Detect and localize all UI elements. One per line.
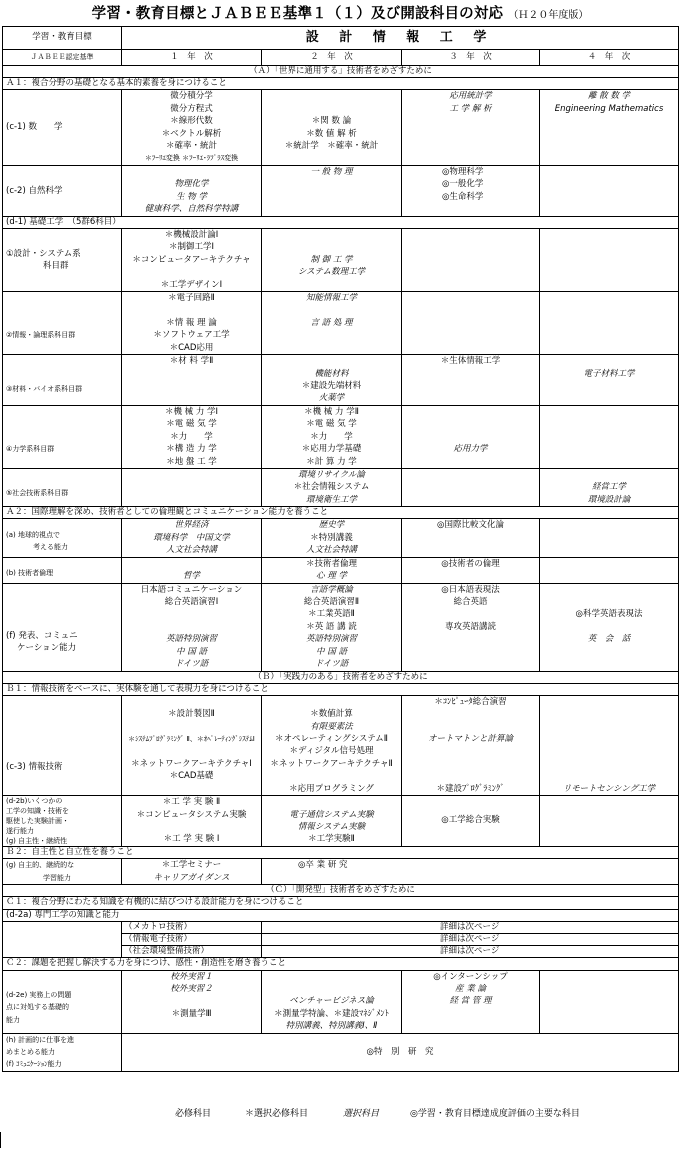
d2b-year1: ＊工 学 実 験 Ⅱ ＊コンピュータシステム実験 ＊工 学 実 験 Ⅰ	[122, 796, 262, 847]
a-year4	[540, 519, 679, 557]
c2-year2: 一 般 物 理	[262, 165, 402, 216]
row-h	[3, 1033, 679, 1071]
label-group4: ④力学系科目群	[3, 405, 122, 468]
label-d2b: (d-2b)いくつかの 工学の知識・技術を 駆使した実験計画・ 遂行能力 (g) 自主性・継続性	[3, 796, 122, 847]
label-c2: (c-2) 自然科学	[3, 165, 122, 216]
f-year1: 日本語コミュニケーション 総合英語演習Ⅰ 英語特別演習 中 国 語 ドイツ語	[122, 583, 262, 671]
g2-year3	[402, 291, 540, 354]
row-group3	[3, 354, 679, 405]
row-c1	[3, 90, 679, 165]
header-dept: 設 計 情 報 工 学	[122, 27, 679, 50]
g1-year4	[540, 228, 679, 291]
row-c2	[3, 165, 679, 216]
g2-year4	[540, 291, 679, 354]
d2a-label-spacer	[3, 921, 122, 958]
label-group2: ②情報・論理系科目群	[3, 291, 122, 354]
g4-year4	[540, 405, 679, 468]
g1-year2: 制 御 工 学 システム数理工学	[262, 228, 402, 291]
g3-year2: 機能材料 ＊建設先端材料 火薬学	[262, 354, 402, 405]
c1-year4: 離 散 数 学 Engineering Mathematics	[540, 90, 679, 165]
title-sub: （Ｈ２０年度版）	[508, 10, 589, 21]
c1-year3: 応用統計学 工 学 解 析	[402, 90, 540, 165]
g5-year1	[122, 468, 262, 506]
label-g: (g) 自主的、継続的な 学習能力	[3, 859, 122, 885]
g2-year1: ＊電子回路Ⅱ ＊情 報 理 論 ＊ソフトウェア工学 ＊CAD応用	[122, 291, 262, 354]
row-d2a-1	[3, 921, 679, 933]
goal-a2: Ａ２：国際理解を深め、技術者としての倫理観とコミュニケーション能力を養うこと	[3, 507, 679, 519]
d1-heading: (d-1) 基礎工学 （5群6科目）	[3, 216, 679, 228]
row-group4	[3, 405, 679, 468]
c3-year3: ＊ｺﾝﾋﾟｭｰﾀ総合演習 オートマトンと計算論 ＊建設ﾌﾟﾛｸﾞﾗﾐﾝｸﾞ	[402, 695, 540, 795]
row-b	[3, 557, 679, 583]
goal-b2: Ｂ２：自主性と自立性を養うこと	[3, 847, 679, 859]
a-year3: ◎国際比較文化論	[402, 519, 540, 557]
header-year4: ４ 年 次	[540, 50, 679, 66]
g5-year3	[402, 468, 540, 506]
d2a-name-3: （社会環境整備技術）	[122, 946, 262, 958]
b-year4	[540, 557, 679, 583]
d2e-year2: ベンチャービジネス論 ＊測量学特論、＊建設ﾏﾈｼﾞﾒﾝﾄ 特別講義、特別講義Ⅰ、Ⅱ	[262, 970, 402, 1033]
g4-year1: ＊機 械 力 学Ⅰ ＊電 磁 気 学 ＊力 学 ＊構 造 力 学 ＊地 盤 工 学	[122, 405, 262, 468]
g1-year1: ＊機械設計論Ⅰ ＊制御工学Ⅰ ＊コンピュータアーキテクチャ ＊工学デザインⅠ	[122, 228, 262, 291]
d2a-note-3: 詳細は次ページ	[262, 946, 679, 958]
f-year3: ◎日本語表現法 総合英語 専攻英語講読	[402, 583, 540, 671]
legend-main: ◎学習・教育目標達成度評価の主要な科目	[410, 1109, 580, 1119]
label-c1: (c-1) 数 学	[3, 90, 122, 165]
label-group3: ③材料・バイオ系科目群	[3, 354, 122, 405]
f-year2: 言語学概論 総合英語演習Ⅱ ＊工業英語Ⅱ ＊英 語 講 読 英語特別演習 中 国 語 ドイツ語	[262, 583, 402, 671]
c1-year1: 微分積分学 微分方程式 ＊線形代数 ＊ベクトル解析 ＊確率・統計 ＊ﾌｰﾘｴ変換 ＊ﾌｰﾘｴ･ﾗﾌﾟﾗｽ変換	[122, 90, 262, 165]
row-group2	[3, 291, 679, 354]
d2a-heading: (d-2a) 専門工学の知識と能力	[3, 909, 679, 921]
header-jabee: ＪＡＢＥＥ認定基準	[3, 50, 122, 66]
section-c-heading: （Ｃ）「開発型」技術者をめざすために	[3, 885, 679, 897]
label-h: (h) 計画的に仕事を進 めまとめる能力 (f) ｺﾐｭﾆｹｰｼｮﾝ能力	[3, 1033, 122, 1071]
g3-year4: 電子材料工学	[540, 354, 679, 405]
d2a-note-1: 詳細は次ページ	[262, 921, 679, 933]
row-c3	[3, 695, 679, 795]
row-f	[3, 583, 679, 671]
legend-required: 必修科目	[175, 1109, 212, 1119]
goal-a1: Ａ１：複合分野の基礎となる基本的素養を身につけること	[3, 78, 679, 90]
section-b-heading: （Ｂ）「実践力のある」技術者をめざすために	[3, 671, 679, 683]
d2e-year3: ◎インターンシップ 産 業 論 経 営 管 理	[402, 970, 540, 1033]
label-d2e: (d-2e) 実務上の問題 点に対処する基礎的 能力	[3, 970, 122, 1033]
d2a-note-2: 詳細は次ページ	[262, 934, 679, 946]
g3-year3: ＊生体情報工学	[402, 354, 540, 405]
header-row-2	[3, 50, 679, 66]
g-year1: ＊工学セミナー キャリアガイダンス	[122, 859, 262, 885]
f-year4: ◎科学英語表現法 英 会 話	[540, 583, 679, 671]
row-d2e	[3, 970, 679, 1033]
header-goals: 学習・教育目標	[3, 27, 122, 50]
d2e-year4	[540, 970, 679, 1033]
b-year1: 哲学	[122, 557, 262, 583]
label-group1: ①設計・システム系 科目群	[3, 228, 122, 291]
header-year1: １ 年 次	[122, 50, 262, 66]
c2-year1: 物理化学 生 物 学 健康科学、自然科学特講	[122, 165, 262, 216]
goal-c2: Ｃ２：課題を把握し解決する力を身につけ、感性・創造性を磨き養うこと	[3, 958, 679, 970]
header-year2: ２ 年 次	[262, 50, 402, 66]
row-g	[3, 859, 679, 885]
c1-year2: ＊関 数 論 ＊数 値 解 析 ＊統計学 ＊確率・統計	[262, 90, 402, 165]
c3-year2: ＊数値計算 有限要素法 ＊オペレーティングシステムⅡ ＊ディジタル信号処理 ＊ネットワークアーキテクチャⅡ ＊応用プログラミング	[262, 695, 402, 795]
goal-c1: Ｃ１：複合分野にわたる知識を有機的に結びつける設計能力を身につけること	[3, 897, 679, 909]
c2-year4	[540, 165, 679, 216]
goal-b1: Ｂ１：情報技術をベースに、実体験を通して表現力を身につけること	[3, 683, 679, 695]
g4-year3: 応用力学	[402, 405, 540, 468]
g5-year2: 環境リサイクル論 ＊社会情報システム 環境衛生工学	[262, 468, 402, 506]
b-year3: ◎技術者の倫理	[402, 557, 540, 583]
label-b: (b) 技術者倫理	[3, 557, 122, 583]
c2-year3: ◎物理科学 ◎一般化学 ◎生命科学	[402, 165, 540, 216]
g-year2-4: ◎卒 業 研 究	[262, 859, 679, 885]
label-a: (a) 地球的視点で 考える能力	[3, 519, 122, 557]
d2b-year3: ◎工学総合実験	[402, 796, 540, 847]
d2b-year2: 電子通信システム実験 情報システム実験 ＊工学実験Ⅱ	[262, 796, 402, 847]
label-c3: (c-3) 情報技術	[3, 695, 122, 795]
c3-year4: リモートセンシング工学	[540, 695, 679, 795]
a-year2: 歴史学 ＊特別講義 人文社会特講	[262, 519, 402, 557]
label-f: (f) 発表、コミュニ ケーション能力	[3, 583, 122, 671]
g4-year2: ＊機 械 力 学Ⅱ ＊電 磁 気 学 ＊力 学 ＊応用力学基礎 ＊計 算 力 学	[262, 405, 402, 468]
g1-year3	[402, 228, 540, 291]
g5-year4: 経営工学 環境設計論	[540, 468, 679, 506]
g2-year2: 知能情報工学 言 語 処 理	[262, 291, 402, 354]
label-group5: ⑤社会技術系科目群	[3, 468, 122, 506]
d2b-year4	[540, 796, 679, 847]
legend-elective: 選択科目	[343, 1109, 380, 1119]
d2a-name-2: （情報電子技術）	[122, 934, 262, 946]
header-row-1	[3, 27, 679, 50]
b-year2: ＊技術者倫理 心 理 学	[262, 557, 402, 583]
g3-year1: ＊材 料 学Ⅱ	[122, 354, 262, 405]
d2e-year1: 校外実習１ 校外実習２ ＊測量学Ⅲ	[122, 970, 262, 1033]
d2a-name-1: （メカトロ技術）	[122, 921, 262, 933]
title-main: 学習・教育目標とＪＡＢＥＥ基準１（１）及び開設科目の対応	[91, 6, 504, 22]
row-a	[3, 519, 679, 557]
row-d2b	[3, 796, 679, 847]
header-year3: ３ 年 次	[402, 50, 540, 66]
left-margin-mark	[0, 1132, 1, 1148]
c3-year1: ＊設計製図Ⅱ ＊ｼｽﾃﾑﾌﾟﾛｸﾞﾗﾐﾝｸﾞ Ⅱ、＊ｵﾍﾟﾚｰﾃｨﾝｸﾞｼｽﾃﾑⅠ ＊ネットワークアーキテクチャⅠ ＊CAD基礎	[122, 695, 262, 795]
row-group5	[3, 468, 679, 506]
h-content: ◎特 別 研 究	[122, 1033, 679, 1071]
section-a-heading: （Ａ）「世界に通用する」技術者をめざすために	[3, 66, 679, 78]
document-title	[0, 2, 680, 23]
row-group1	[3, 228, 679, 291]
a-year1: 世界経済 環境科学 中国文学 人文社会特講	[122, 519, 262, 557]
curriculum-table	[2, 26, 679, 1072]
legend-selective-required: ＊選択必修科目	[245, 1109, 309, 1119]
